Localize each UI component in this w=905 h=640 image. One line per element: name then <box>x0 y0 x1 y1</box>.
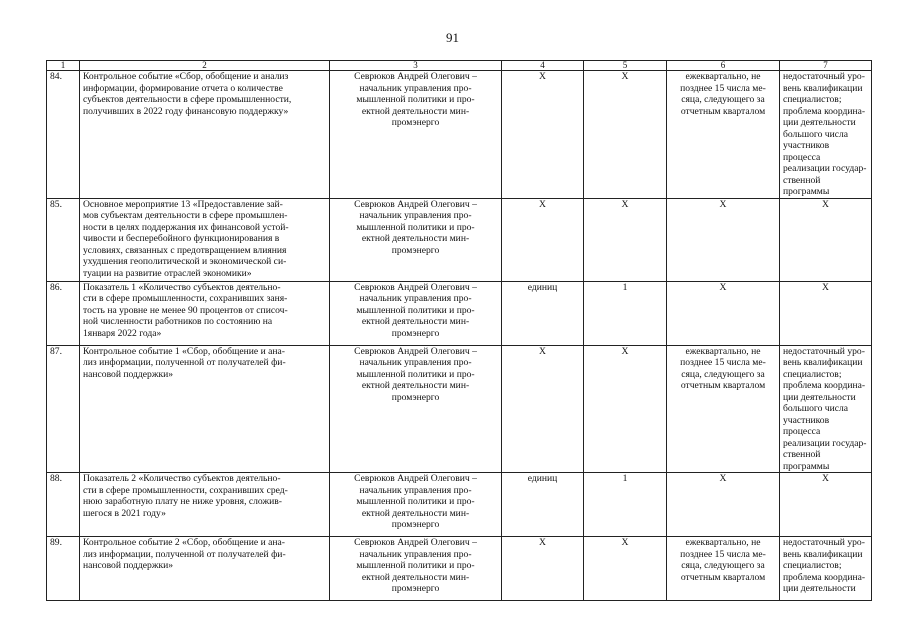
column-header: 1 <box>47 61 80 71</box>
deadline-cell-line: позднее 15 числа ме- <box>680 82 766 94</box>
responsible-person-line: начальник управления про- <box>359 548 472 560</box>
event-description-line: ной численности работников по состоянию на <box>83 316 273 327</box>
responsible-person-line: мышленной политики и про- <box>356 496 475 507</box>
row-number: 85. <box>47 198 80 281</box>
value-cell: Х <box>584 198 667 281</box>
column-header: 3 <box>330 61 502 71</box>
risk-cell-line: недостаточный уро- <box>783 537 865 548</box>
risk-cell-line: ственной программы <box>783 449 830 472</box>
risk-cell-line: Х <box>822 281 829 293</box>
risk-cell-line: специалистов; <box>783 94 842 105</box>
event-description-line: 1января 2022 года» <box>83 327 162 339</box>
event-description <box>80 345 330 473</box>
responsible-person <box>330 71 502 199</box>
event-description-line: Контрольное событие «Сбор, обобщение и анализ <box>83 71 289 82</box>
deadline-cell-line: отчетным кварталом <box>680 571 766 583</box>
responsible-person-line: Севрюков Андрей Олегович – <box>354 345 477 357</box>
responsible-person-line: промэнерго <box>391 327 440 339</box>
responsible-person-line: промэнерго <box>391 391 440 403</box>
deadline-cell <box>667 281 780 345</box>
responsible-person-line: Севрюков Андрей Олегович – <box>354 537 477 548</box>
event-description <box>80 198 330 281</box>
responsible-person-line: начальник управления про- <box>359 484 472 496</box>
event-description-line: ности в целях поддержания их финансовой устой- <box>83 221 289 233</box>
event-description <box>80 537 330 601</box>
risk-cell-line: ции деятельности <box>783 583 856 594</box>
event-description-line: Контрольное событие 2 «Сбор, обобщение и ана- <box>83 537 285 548</box>
risk-cell-line: проблема координа- <box>783 105 866 117</box>
table-row <box>47 345 872 473</box>
column-header: 7 <box>780 61 872 71</box>
header-row <box>47 61 872 71</box>
event-description-line: условиях, связанных с предотвращением влияния <box>83 244 287 256</box>
unit-cell: единиц <box>502 281 584 345</box>
column-header: 6 <box>667 61 780 71</box>
event-description-line: тость на уровне не менее 90 процентов от списоч- <box>83 304 288 316</box>
event-description-line: информации, формирование отчета о количестве <box>83 82 283 94</box>
event-description-line: нансовой поддержки» <box>83 368 174 380</box>
unit-cell: Х <box>502 198 584 281</box>
responsible-person-line: ектной деятельности мин- <box>361 233 470 244</box>
risk-cell-line: вень квалификации <box>783 357 863 368</box>
responsible-person-line: начальник управления про- <box>359 210 472 221</box>
event-description-line: Показатель 2 «Количество субъектов деятельно- <box>83 473 281 484</box>
risk-cell-line: Х <box>822 473 829 484</box>
event-description-line: сти в сфере промышленности, сохранивших сред- <box>83 484 288 496</box>
risk-cell-line: специалистов; <box>783 368 842 380</box>
risk-cell-line: участников процесса <box>783 140 830 163</box>
risk-cell <box>780 345 872 473</box>
event-description-line: туации на развитие отраслей экономики» <box>83 267 252 279</box>
event-description <box>80 281 330 345</box>
risk-cell-line: Х <box>822 198 829 210</box>
risk-cell <box>780 71 872 199</box>
event-description <box>80 473 330 537</box>
responsible-person-line: мышленной политики и про- <box>356 304 475 316</box>
deadline-cell <box>667 537 780 601</box>
responsible-person-line: ектной деятельности мин- <box>361 380 470 391</box>
deadline-cell-line: Х <box>719 281 727 293</box>
responsible-person-line: промэнерго <box>391 244 440 256</box>
deadline-cell-line: позднее 15 числа ме- <box>680 548 766 560</box>
table-row <box>47 71 872 199</box>
table-body <box>47 71 872 601</box>
responsible-person-line: Севрюков Андрей Олегович – <box>354 71 477 82</box>
risk-cell <box>780 198 872 281</box>
event-description-line: нюю заработную плату не ниже уровня, сложив- <box>83 496 282 507</box>
deadline-cell-line: отчетным кварталом <box>680 380 766 391</box>
risk-cell <box>780 473 872 537</box>
event-description-line: лиз информации, полученной от получателей фи- <box>83 357 286 368</box>
responsible-person-line: мышленной политики и про- <box>356 94 475 105</box>
event-description-line: мов субъектам деятельности в сфере промышлен- <box>83 210 288 221</box>
responsible-person-line: начальник управления про- <box>359 82 472 94</box>
event-description-line: Контрольное событие 1 «Сбор, обобщение и ана- <box>83 345 285 357</box>
responsible-person-line: мышленной политики и про- <box>356 560 475 571</box>
responsible-person-line: начальник управления про- <box>359 293 472 304</box>
risk-cell-line: вень квалификации <box>783 82 863 94</box>
unit-cell: Х <box>502 71 584 199</box>
risk-cell <box>780 281 872 345</box>
responsible-person-line: промэнерго <box>391 519 440 530</box>
event-description-line: лиз информации, полученной от получателей фи- <box>83 548 286 560</box>
risk-cell <box>780 537 872 601</box>
responsible-person-line: Севрюков Андрей Олегович – <box>354 281 477 293</box>
row-number: 88. <box>47 473 80 537</box>
event-description-line: нансовой поддержки» <box>83 560 174 571</box>
row-number: 89. <box>47 537 80 601</box>
deadline-cell-line: ежеквартально, не <box>685 345 761 357</box>
value-cell: Х <box>584 537 667 601</box>
risk-cell-line: проблема координа- <box>783 571 866 583</box>
deadline-cell-line: Х <box>719 473 727 484</box>
event-description-line: шегося в 2021 году» <box>83 507 166 519</box>
row-number: 86. <box>47 281 80 345</box>
event-description <box>80 71 330 199</box>
responsible-person-line: ектной деятельности мин- <box>361 507 470 519</box>
deadline-cell-line: ежеквартально, не <box>685 71 761 82</box>
deadline-cell-line: отчетным кварталом <box>680 105 766 117</box>
risk-cell-line: специалистов; <box>783 560 842 571</box>
event-description-line: Основное мероприятие 13 «Предоставление зай- <box>83 198 283 210</box>
column-header: 2 <box>80 61 330 71</box>
table-row <box>47 473 872 537</box>
value-cell: 1 <box>584 281 667 345</box>
deadline-cell-line: ежеквартально, не <box>685 537 761 548</box>
deadline-cell-line: сяца, следующего за <box>681 94 765 105</box>
event-description-line: сти в сфере промышленности, сохранивших заня- <box>83 293 288 304</box>
unit-cell: единиц <box>502 473 584 537</box>
risk-cell-line: проблема координа- <box>783 380 866 391</box>
plan-table <box>46 60 872 601</box>
table-row <box>47 537 872 601</box>
responsible-person-line: Севрюков Андрей Олегович – <box>354 198 477 210</box>
unit-cell: Х <box>502 537 584 601</box>
row-number: 87. <box>47 345 80 473</box>
column-header: 4 <box>502 61 584 71</box>
responsible-person-line: ектной деятельности мин- <box>361 316 470 327</box>
risk-cell-line: ции деятельности <box>783 117 856 128</box>
event-description-line: Показатель 1 «Количество субъектов деятельно- <box>83 281 281 293</box>
event-description-line: субъектов деятельности в сфере промышленности, <box>83 94 292 105</box>
risk-cell-line: реализации государ- <box>783 163 867 174</box>
responsible-person <box>330 281 502 345</box>
responsible-person <box>330 473 502 537</box>
deadline-cell-line: сяца, следующего за <box>681 368 765 380</box>
table-row <box>47 198 872 281</box>
responsible-person-line: промэнерго <box>391 117 440 128</box>
table-row <box>47 281 872 345</box>
risk-cell-line: реализации государ- <box>783 437 867 449</box>
responsible-person-line: ектной деятельности мин- <box>361 105 470 117</box>
responsible-person <box>330 198 502 281</box>
event-description-line: ухудшения геополитической и экономической си- <box>83 256 287 267</box>
responsible-person-line: ектной деятельности мин- <box>361 571 470 583</box>
deadline-cell-line: позднее 15 числа ме- <box>680 357 766 368</box>
risk-cell-line: большого числа <box>783 403 849 414</box>
event-description-line: получивших в 2022 году финансовую поддержку» <box>83 105 289 117</box>
responsible-person <box>330 345 502 473</box>
deadline-cell <box>667 345 780 473</box>
responsible-person-line: Севрюков Андрей Олегович – <box>354 473 477 484</box>
deadline-cell <box>667 473 780 537</box>
deadline-cell-line: сяца, следующего за <box>681 560 765 571</box>
deadline-cell-line: Х <box>719 198 727 210</box>
unit-cell: Х <box>502 345 584 473</box>
responsible-person-line: промэнерго <box>391 583 440 594</box>
risk-cell-line: вень квалификации <box>783 548 863 560</box>
risk-cell-line: недостаточный уро- <box>783 345 865 357</box>
responsible-person <box>330 537 502 601</box>
responsible-person-line: мышленной политики и про- <box>356 221 475 233</box>
event-description-line: чивости и бесперебойного функционирования в <box>83 233 280 244</box>
risk-cell-line: ственной программы <box>783 174 830 197</box>
value-cell: 1 <box>584 473 667 537</box>
value-cell: Х <box>584 345 667 473</box>
deadline-cell <box>667 198 780 281</box>
column-header: 5 <box>584 61 667 71</box>
responsible-person-line: мышленной политики и про- <box>356 368 475 380</box>
risk-cell-line: большого числа <box>783 128 849 140</box>
deadline-cell <box>667 71 780 199</box>
page-number: 91 <box>446 30 459 45</box>
risk-cell-line: участников процесса <box>783 414 830 437</box>
risk-cell-line: ции деятельности <box>783 391 856 403</box>
row-number: 84. <box>47 71 80 199</box>
value-cell: Х <box>584 71 667 199</box>
risk-cell-line: недостаточный уро- <box>783 71 865 82</box>
responsible-person-line: начальник управления про- <box>359 357 472 368</box>
